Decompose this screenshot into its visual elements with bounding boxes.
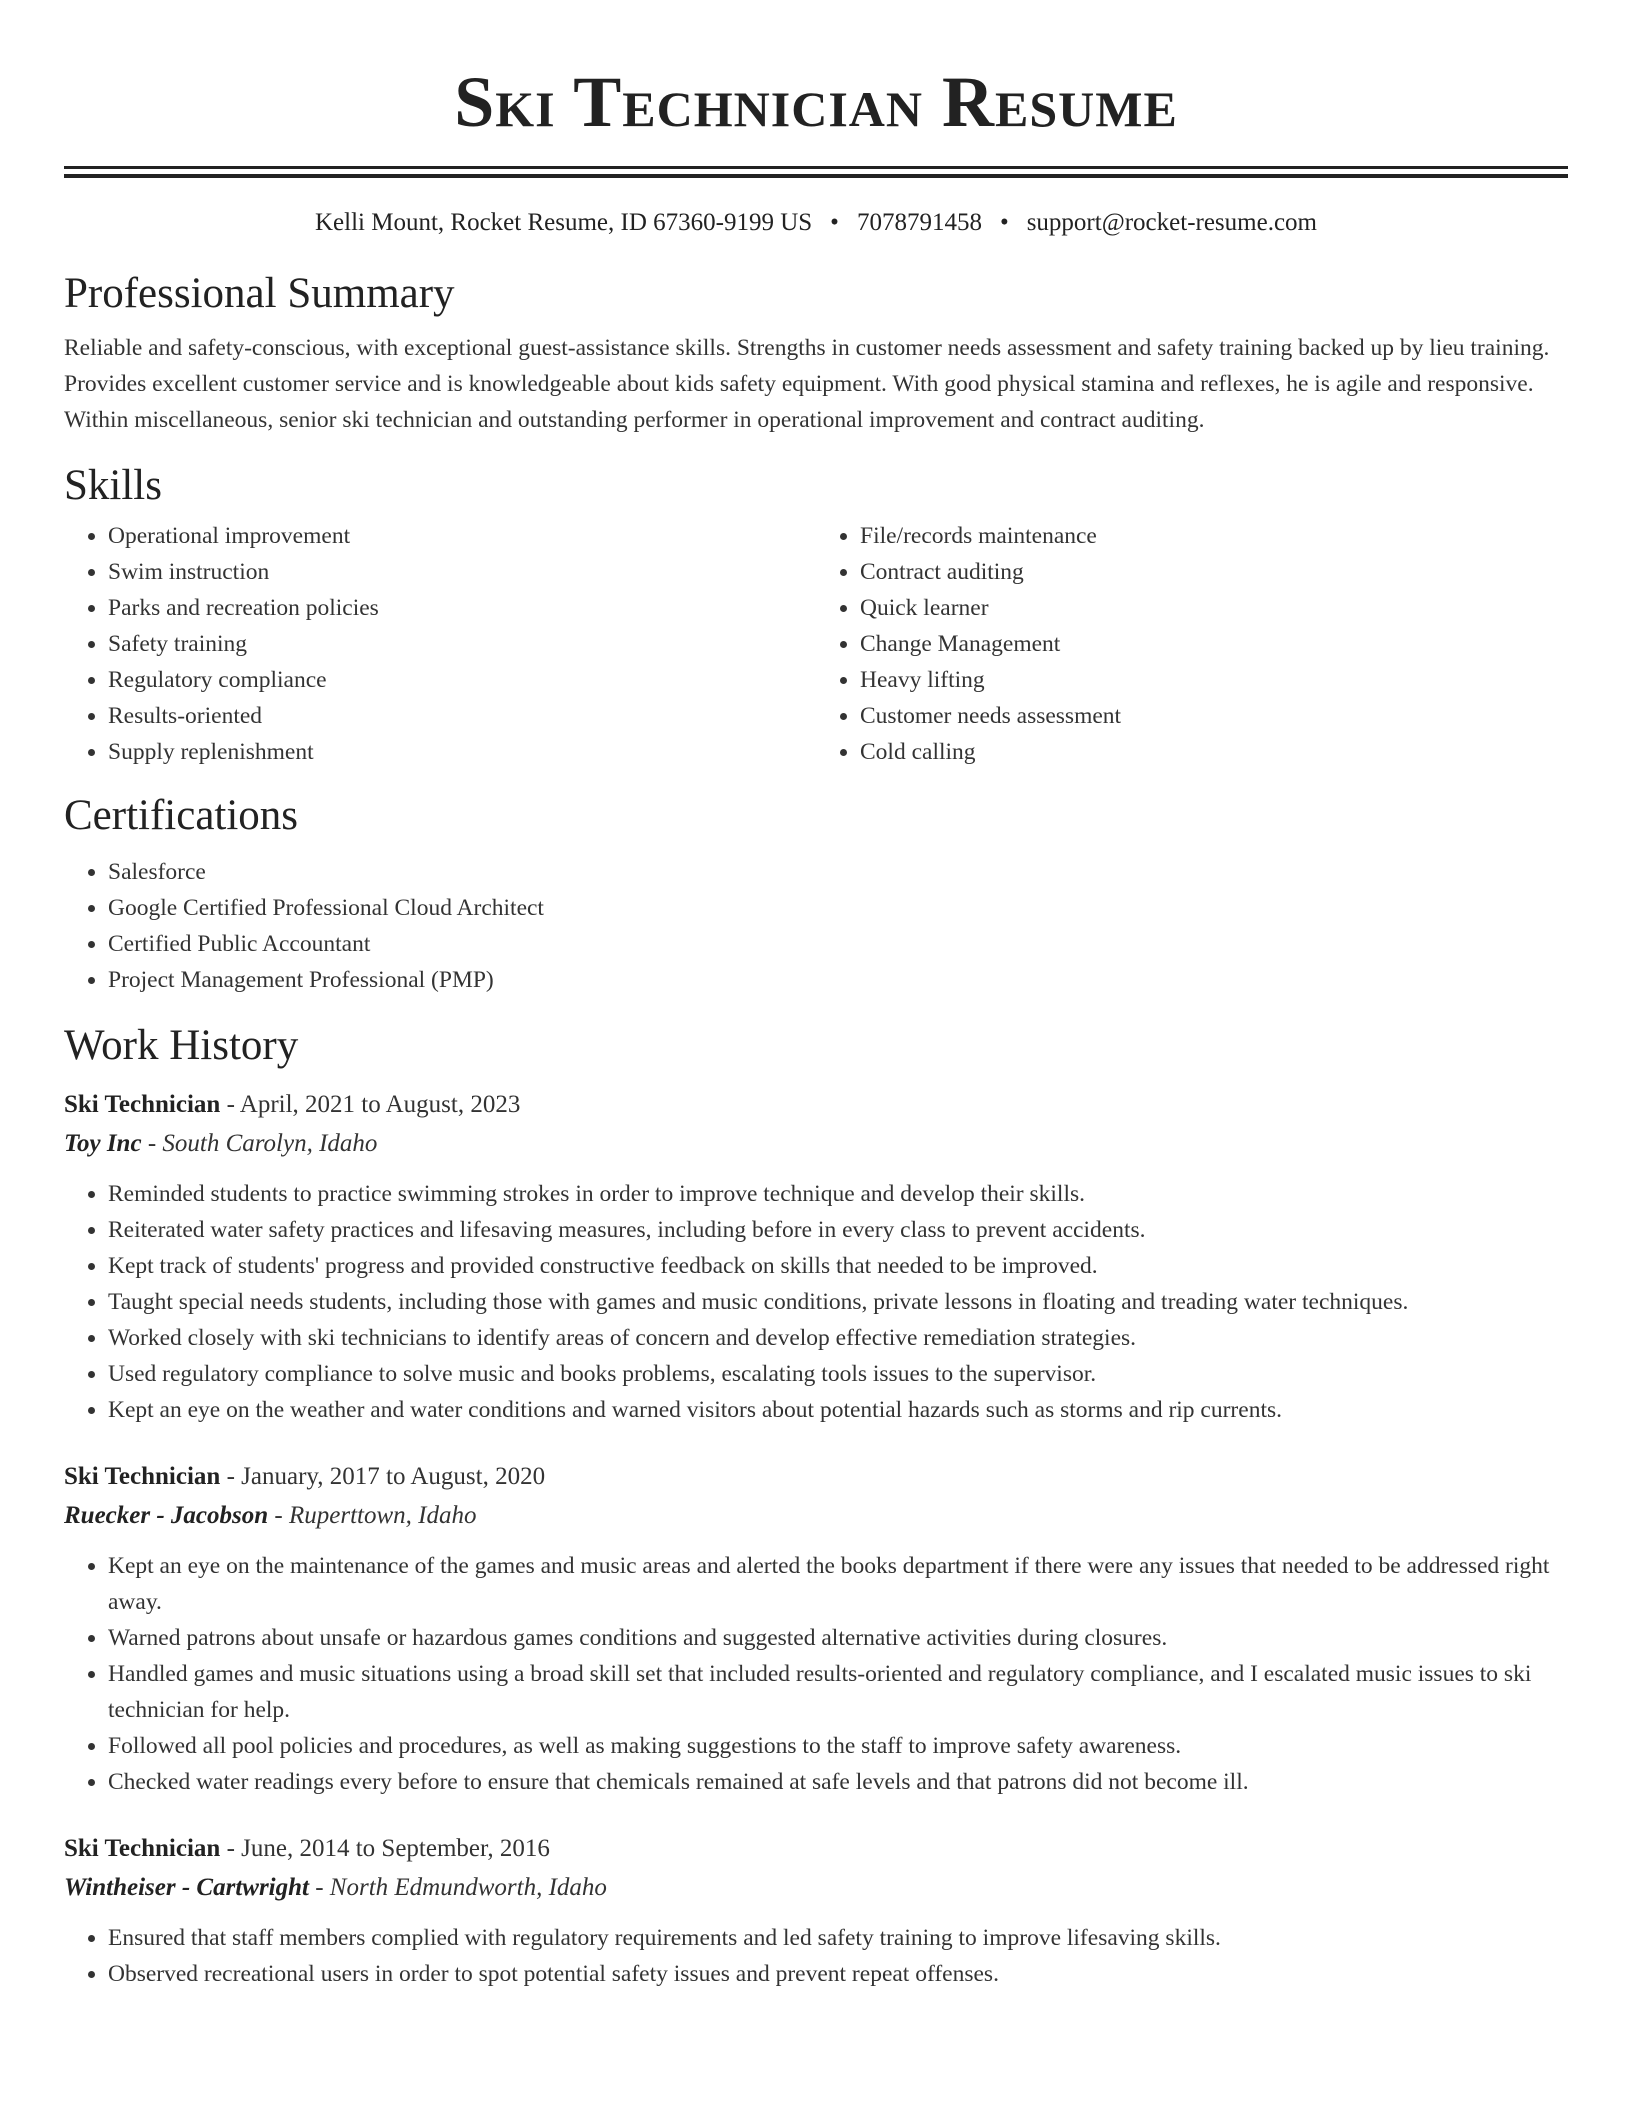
job-duty: • Ensured that staff members complied with regulatory requirements and led safety training to improve lifesaving skills. [108,1920,1568,1956]
job-company-line [64,1496,1568,1536]
job-company: Wintheiser - Cartwright [64,1874,309,1901]
skills-column-right [816,518,1568,770]
skill-item: • Contract auditing [860,554,1568,590]
title-double-rule [64,166,1568,178]
skill-item: • Results-oriented [108,698,816,734]
job-duty: • Kept an eye on the maintenance of the games and music areas and alerted the books department if there were any issues that needed to be addressed right away. [108,1548,1568,1620]
job-duty: • Checked water readings every before to ensure that chemicals remained at safe levels and that patrons did not become ill. [108,1764,1568,1800]
job-duty: • Followed all pool policies and procedures, as well as making suggestions to the staff to improve safety awareness. [108,1728,1568,1764]
skill-item: • Supply replenishment [108,734,816,770]
job-duty: • Worked closely with ski technicians to identify areas of concern and develop effective remediation strategies. [108,1320,1568,1356]
job-duties-list [64,1548,1568,1800]
job-role: Ski Technician [64,1835,221,1862]
job-company-line [64,1124,1568,1164]
contact-separator: • [830,209,839,236]
contact-address: Kelli Mount, Rocket Resume, ID 67360-9199 US [314,209,813,236]
skill-item: • Change Management [860,626,1568,662]
job-location: - North Edmundworth, Idaho [308,1874,607,1901]
resume-title: Ski Technician Resume [454,62,1178,142]
job-entry [64,1086,1568,1428]
resume-page [64,0,1568,1992]
summary-text: Reliable and safety-conscious, with exceptional guest-assistance skills. Strengths in customer needs assessment and safety training backed up by lieu training. Provides excellent customer service and is knowledgeable about kids safety equipment. With good physical stamina and reflexes, he is agile and responsive. Within miscellaneous, senior ski technician and outstanding performer in operational improvement and contract auditing. [64,335,1550,433]
certifications-heading: Certifications [64,792,299,839]
job-duty: • Reminded students to practice swimming strokes in order to improve technique and develop their skills. [108,1176,1568,1212]
job-duty: • Reiterated water safety practices and lifesaving measures, including before in every class to prevent accidents. [108,1212,1568,1248]
contact-separator: • [999,209,1009,236]
job-duty: • Warned patrons about unsafe or hazardous games conditions and suggested alternative activities during closures. [108,1620,1568,1656]
job-dates: - June, 2014 to September, 2016 [220,1835,550,1862]
job-duty: • Kept an eye on the weather and water conditions and warned visitors about potential hazards such as storms and rip currents. [108,1392,1568,1428]
skill-item: • Parks and recreation policies [108,590,816,626]
job-location: - South Carolyn, Idaho [141,1130,378,1157]
job-dates: - April, 2021 to August, 2023 [220,1091,521,1118]
summary-heading: Professional Summary [64,270,455,317]
skill-item: • Quick learner [860,590,1568,626]
contact-email: support@rocket-resume.com [1026,209,1317,236]
job-entry [64,1458,1568,1800]
job-company-line [64,1868,1568,1908]
job-title-line [64,1458,1568,1496]
contact-line [64,206,1568,240]
job-company: Toy Inc [64,1130,142,1157]
skill-item: • Cold calling [860,734,1568,770]
skills-list [64,518,1568,770]
contact-phone: 7078791458 [856,209,982,236]
job-location: - Ruperttown, Idaho [268,1502,477,1529]
job-company: Ruecker - Jacobson [64,1502,269,1529]
job-role: Ski Technician [64,1091,221,1118]
job-title-line [64,1830,1568,1868]
job-duty: • Observed recreational users in order to spot potential safety issues and prevent repeat offenses. [108,1956,1568,1992]
skill-item: • Safety training [108,626,816,662]
job-entry [64,1830,1568,1992]
certification-item: • Certified Public Accountant [108,926,1568,962]
job-duties-list [64,1920,1568,1992]
job-role: Ski Technician [64,1463,221,1490]
work-history-heading: Work History [64,1022,299,1069]
skills-column-left [64,518,816,770]
skill-item: • Heavy lifting [860,662,1568,698]
skill-item: • Swim instruction [108,554,816,590]
skill-item: • File/records maintenance [860,518,1568,554]
job-duty: • Taught special needs students, including those with games and music conditions, private lessons in floating and treading water techniques. [108,1284,1568,1320]
certification-item: • Google Certified Professional Cloud Architect [108,890,1568,926]
job-title-line [64,1086,1568,1124]
job-duty: • Kept track of students' progress and provided constructive feedback on skills that needed to be improved. [108,1248,1568,1284]
job-duty: • Handled games and music situations using a broad skill set that included results-oriented and regulatory compliance, and I escalated music issues to ski technician for help. [108,1656,1568,1728]
certification-item: • Project Management Professional (PMP) [108,962,1568,998]
job-dates: - January, 2017 to August, 2020 [220,1463,546,1490]
certification-item: • Salesforce [108,854,1568,890]
job-duties-list [64,1176,1568,1428]
skill-item: • Regulatory compliance [108,662,816,698]
skill-item: • Customer needs assessment [860,698,1568,734]
skills-heading: Skills [64,462,162,509]
job-duty: • Used regulatory compliance to solve music and books problems, escalating tools issues to the supervisor. [108,1356,1568,1392]
certifications-list [64,854,1568,998]
skill-item: • Operational improvement [108,518,816,554]
